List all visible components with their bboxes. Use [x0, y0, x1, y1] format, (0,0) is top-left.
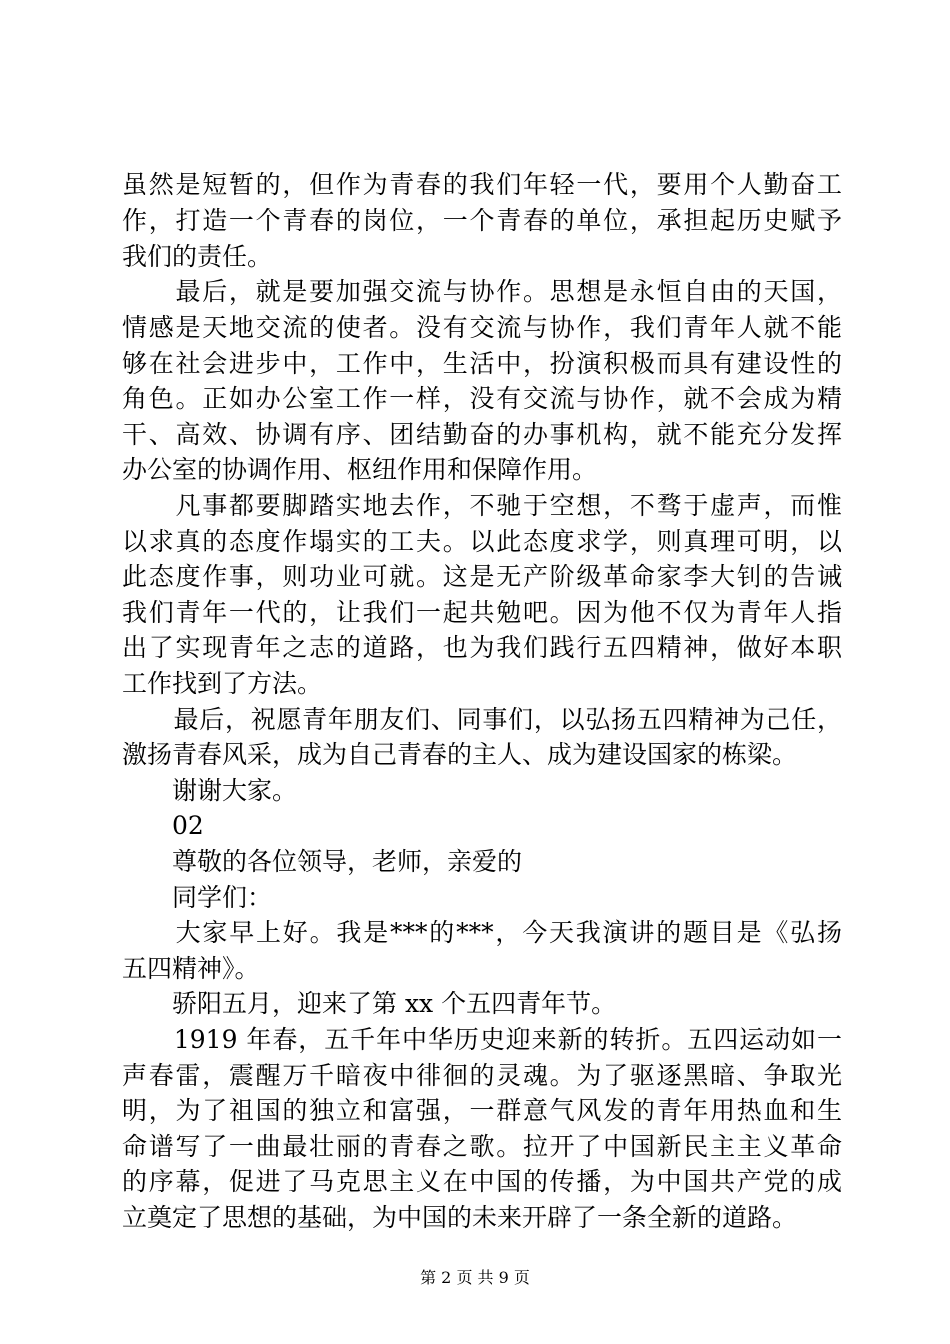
text-line: 谢谢大家。 — [122, 776, 298, 805]
text-line: 的序幕，促进了马克思主义在中国的传播，为中国共产党的成 — [122, 1167, 842, 1196]
text-line: 声春雷，震醒万千暗夜中徘徊的灵魂。为了驱逐黑暗、争取光 — [122, 1061, 842, 1090]
text-line: 作，打造一个青春的岗位，一个青春的单位，承担起历史赋予 — [122, 206, 842, 235]
text-line: 工作找到了方法。 — [122, 669, 323, 698]
text-line: 够在社会进步中，工作中，生活中，扮演积极而具有建设性的 — [122, 349, 842, 378]
text-line: 干、高效、协调有序、团结勤奋的办事机构，就不能充分发挥 — [122, 420, 842, 449]
page-footer: 第 2 页 共 9 页 — [420, 1268, 530, 1287]
text-line: 命谱写了一曲最壮丽的青春之歌。拉开了中国新民主主义革命 — [122, 1132, 842, 1161]
text-line: 我们的责任。 — [122, 242, 273, 271]
text-line: 大家早上好。我是***的***，今天我演讲的题目是《弘扬 — [122, 918, 842, 947]
text-line: 虽然是短暂的，但作为青春的我们年轻一代，要用个人勤奋工 — [122, 170, 842, 199]
text-line: 此态度作事，则功业可就。这是无产阶级革命家李大钊的告诫 — [122, 562, 842, 591]
text-line: 1919 年春，五千年中华历史迎来新的转折。五四运动如一 — [122, 1025, 842, 1054]
text-line: 五四精神》。 — [122, 954, 260, 983]
text-line: 立奠定了思想的基础，为中国的未来开辟了一条全新的道路。 — [122, 1203, 798, 1232]
text-line: 我们青年一代的，让我们一起共勉吧。因为他不仅为青年人指 — [122, 598, 842, 627]
text-line: 凡事都要脚踏实地去作，不驰于空想，不骛于虚声，而惟 — [122, 491, 842, 520]
text-line: 办公室的协调作用、枢纽作用和保障作用。 — [122, 455, 598, 484]
text-line: 同学们： — [122, 883, 273, 912]
text-line: 情感是天地交流的使者。没有交流与协作，我们青年人就不能 — [122, 313, 842, 342]
text-line: 最后，祝愿青年朋友们、同事们，以弘扬五四精神为己任， — [122, 705, 842, 734]
text-line: 尊敬的各位领导，老师，亲爱的 — [122, 847, 523, 876]
text-line: 激扬青春风采，成为自己青春的主人、成为建设国家的栋梁。 — [122, 740, 798, 769]
text-line: 角色。正如办公室工作一样，没有交流与协作，就不会成为精 — [122, 384, 842, 413]
text-line: 以求真的态度作塌实的工夫。以此态度求学，则真理可明，以 — [122, 527, 842, 556]
text-line: 明，为了祖国的独立和富强，一群意气风发的青年用热血和生 — [122, 1096, 842, 1125]
text-line: 出了实现青年之志的道路，也为我们践行五四精神，做好本职 — [122, 633, 842, 662]
section-number: 02 — [122, 811, 204, 840]
text-line: 骄阳五月，迎来了第 xx 个五四青年节。 — [122, 989, 617, 1018]
text-line: 最后，就是要加强交流与协作。思想是永恒自由的天国， — [122, 277, 842, 306]
